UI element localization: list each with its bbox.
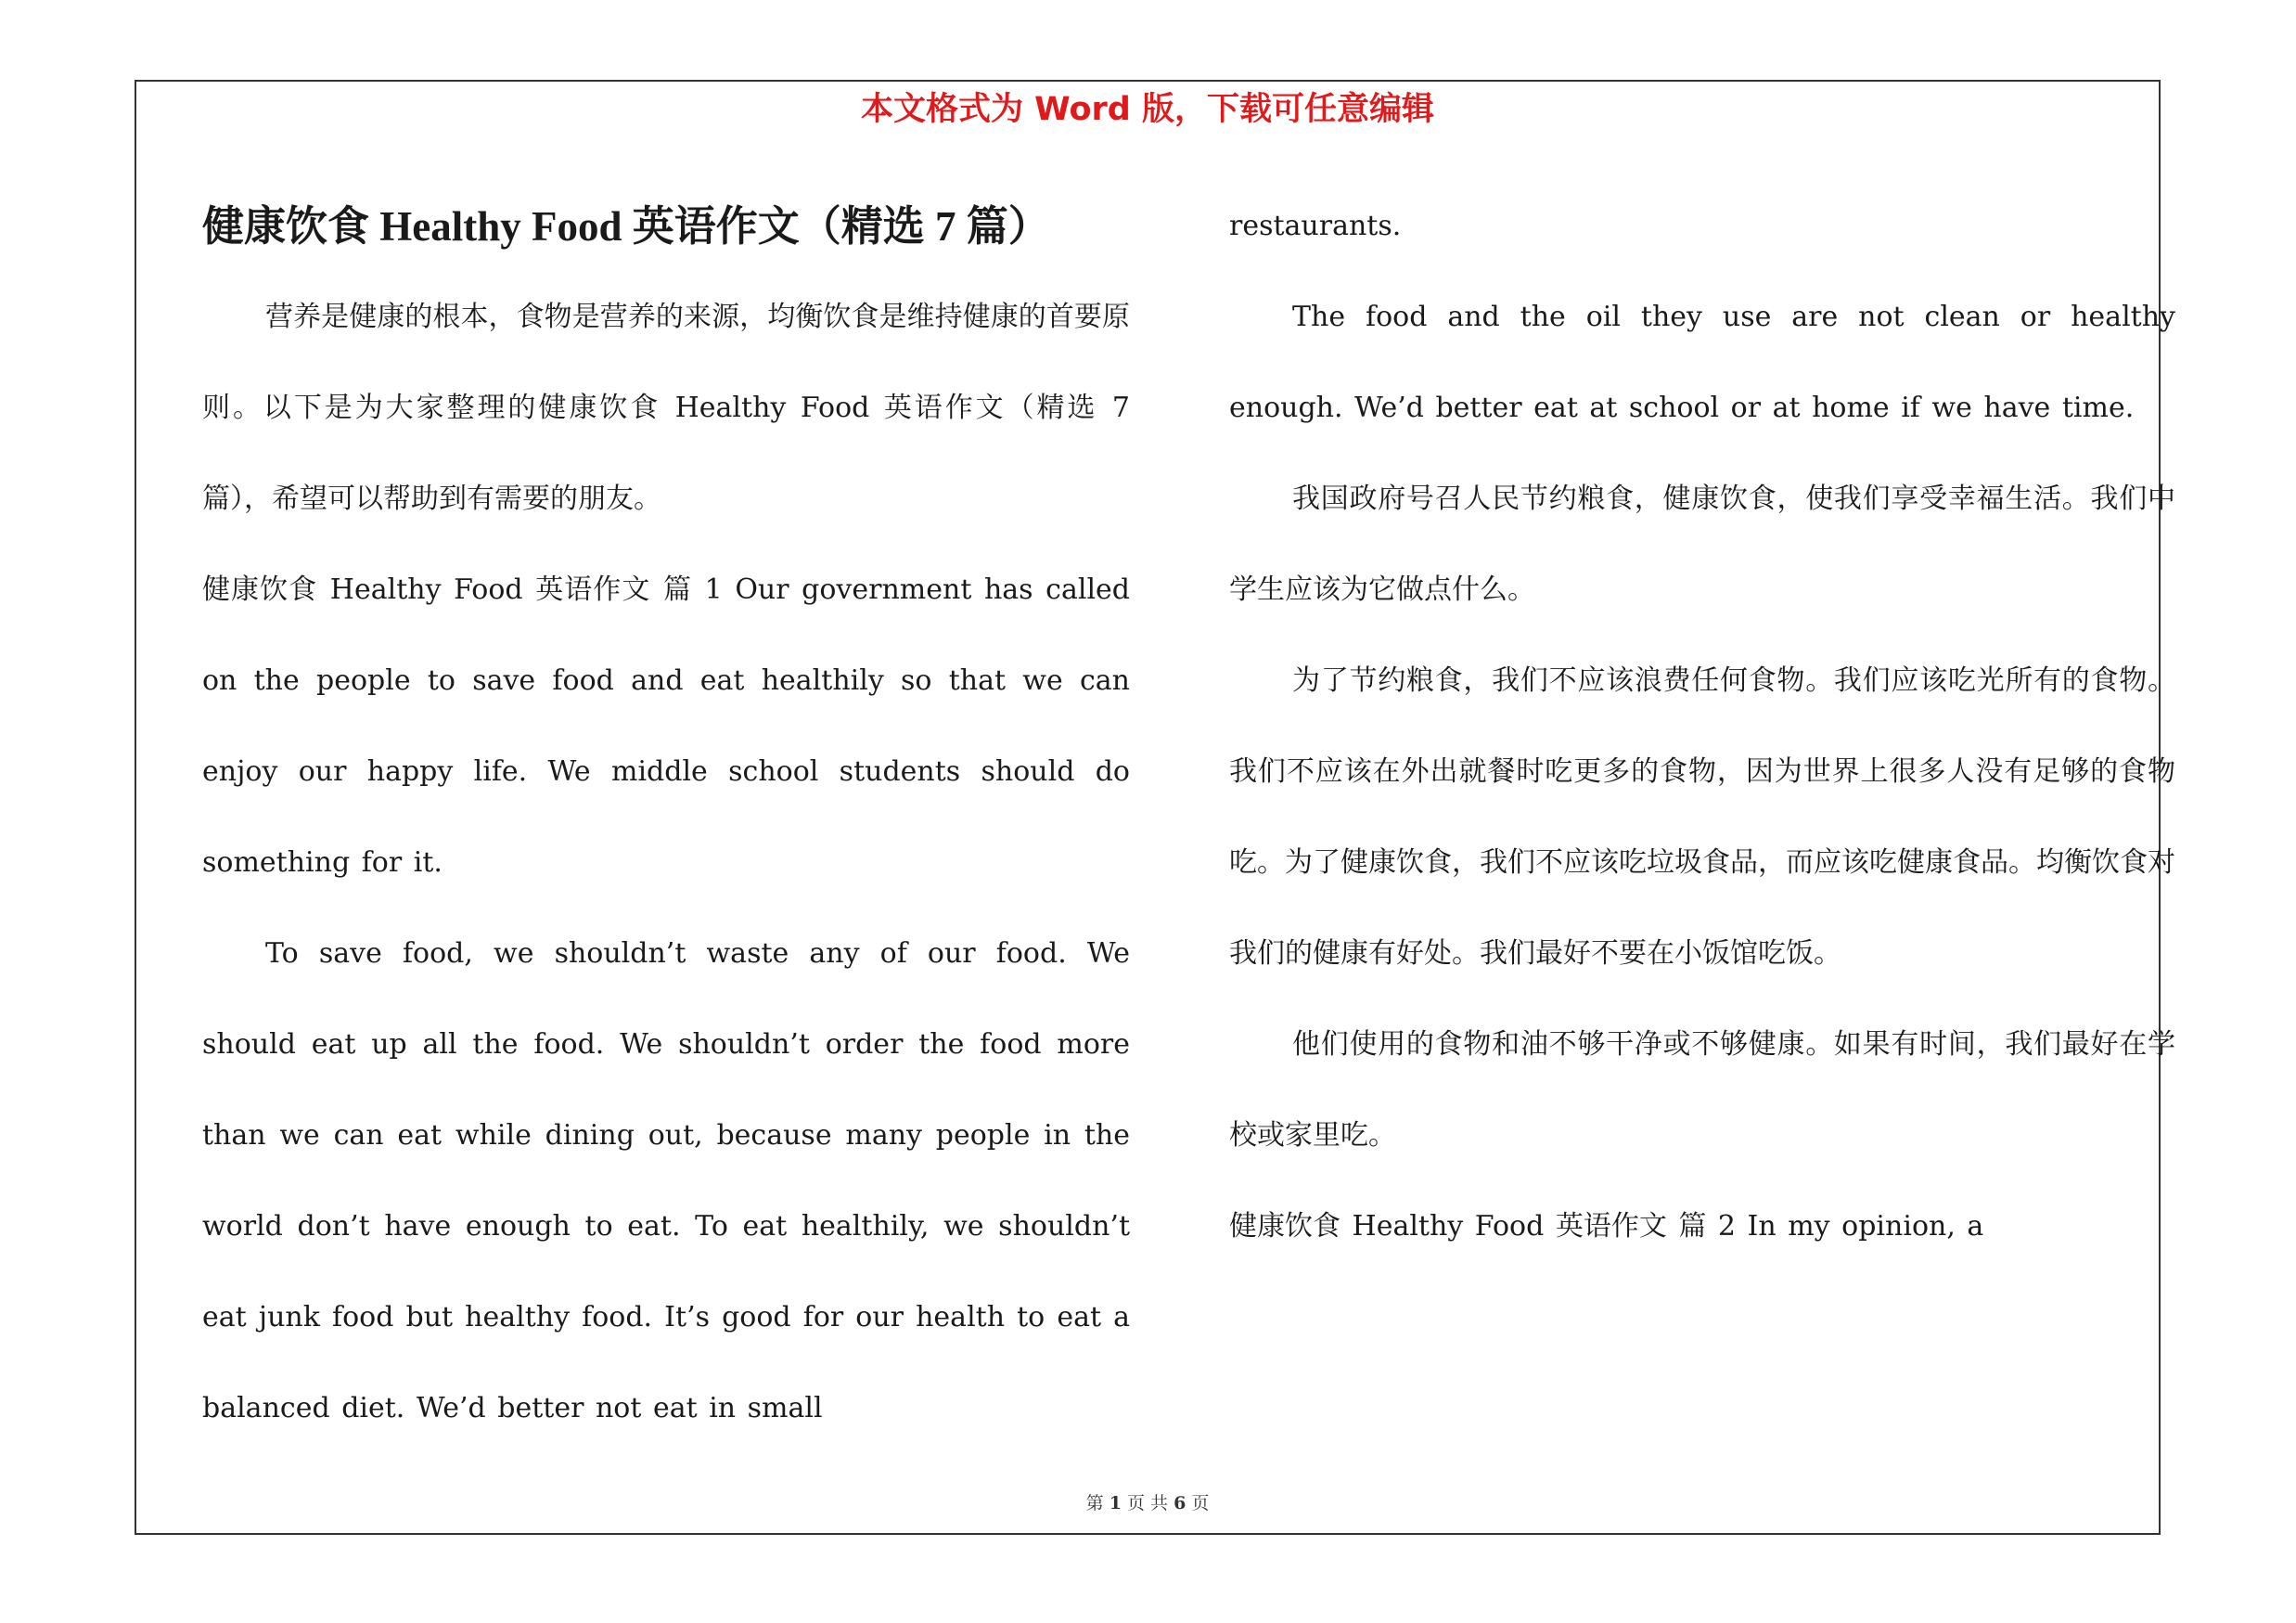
footer-suffix: 页 <box>1191 1493 1210 1514</box>
continuation-line: restaurants. <box>1229 210 1402 242</box>
footer-prefix: 第 <box>1085 1493 1104 1514</box>
chinese-translation-paragraph-2: 为了节约粮食，我们不应该浪费任何食物。我们应该吃光所有的食物。我们不应该在外出就餐时吃更多的食物，因为世界上很多人没有足够的食物吃。为了健康饮食，我们不应该吃垃圾食品，而应该吃健康食品。均衡饮食对我们的健康有好处。我们最好不要在小饭馆吃饭。 <box>1229 664 2175 970</box>
chinese-translation-paragraph-1: 我国政府号召人民节约粮食，健康饮食，使我们享受幸福生活。我们中学生应该为它做点什么。 <box>1229 483 2175 606</box>
left-column <box>202 181 1130 1454</box>
essay-1-closing-paragraph: The food and the oil they use are not clean or healthy enough. We’d better eat at school or at home if we have time. <box>1229 301 2175 424</box>
total-page-count: 6 <box>1174 1493 1186 1514</box>
essay-1-body-paragraph: To save food, we shouldn’t waste any of our food. We should eat up all the food. We shouldn’t order the food more than we can eat while dining out, because many people in the world don’t have enough to eat. To eat healthily, we shouldn’t eat junk food but healthy food. It’s good for our health to eat a balanced diet. We’d better not eat in small <box>202 937 1130 1424</box>
document-title: 健康饮食 Healthy Food 英语作文（精选 7 篇） <box>202 203 1050 250</box>
essay-2-opening-paragraph: 健康饮食 Healthy Food 英语作文 篇 2 In my opinion, a <box>1229 1210 1984 1243</box>
right-column <box>1229 181 2175 1272</box>
current-page-number: 1 <box>1109 1493 1122 1514</box>
intro-paragraph: 营养是健康的根本，食物是营养的来源，均衡饮食是维持健康的首要原则。以下是为大家整理的健康饮食 Healthy Food 英语作文（精选 7 篇），希望可以帮助到有需要的朋友。 <box>202 301 1130 515</box>
footer-middle: 页 共 <box>1126 1493 1169 1514</box>
format-banner: 本文格式为 Word 版，下载可任意编辑 <box>860 91 1435 128</box>
page-number-footer <box>135 1489 2161 1514</box>
chinese-translation-paragraph-3: 他们使用的食物和油不够干净或不够健康。如果有时间，我们最好在学校或家里吃。 <box>1229 1028 2175 1152</box>
essay-1-opening-paragraph: 健康饮食 Healthy Food 英语作文 篇 1 Our government has called on the people to save food and eat healthily so that we can enjoy our happy life. We middle school students should do something for it. <box>202 573 1130 879</box>
